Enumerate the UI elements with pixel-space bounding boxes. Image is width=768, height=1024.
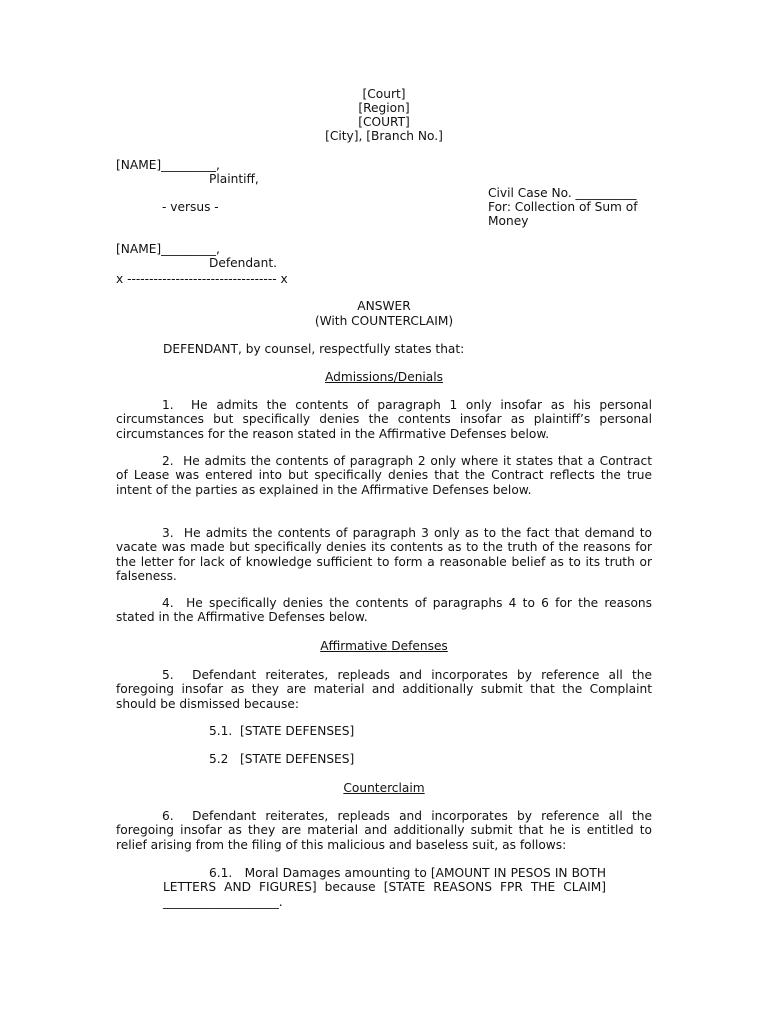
paragraph-2 [116, 454, 652, 497]
plaintiff-name: [NAME]_________, [116, 158, 220, 172]
counterclaim-6-1 [163, 866, 606, 909]
paragraph-4-text: He specifically denies the contents of paragraphs 4 to 6 for the reasons stated in the Affirmative Defenses below. [116, 596, 653, 625]
paragraph-4 [116, 596, 652, 625]
case-nature-line2: Money [488, 214, 529, 228]
counterclaim-6-1-number: 6.1. [209, 866, 233, 880]
paragraph-1-number: 1. [162, 398, 174, 412]
counterclaim-6-1-text: Moral Damages amounting to [AMOUNT IN PESOS IN BOTH LETTERS AND FIGURES] because [STATE REASONS FPR THE CLAIM] ___________________. [163, 866, 607, 909]
defendant-name: [NAME]_________, [116, 242, 220, 256]
paragraph-3-text: He admits the contents of paragraph 3 only as to the fact that demand to vacate was made but specifically denies its contents as to the truth of the reasons for the letter for lack of knowledge sufficient to form a reasonable belief as to its truth or falseness. [116, 526, 653, 584]
civil-case-number: Civil Case No. __________ [488, 186, 637, 200]
document-title: ANSWER [357, 299, 411, 313]
heading-admissions: Admissions/Denials [324, 370, 444, 384]
paragraph-1 [116, 398, 652, 441]
region-line: [Region] [358, 101, 410, 115]
plaintiff-label: Plaintiff, [209, 172, 259, 186]
case-nature-line1: For: Collection of Sum of [488, 200, 638, 214]
defense-5-1: 5.1. [STATE DEFENSES] [209, 724, 355, 738]
heading-counterclaim: Counterclaim [343, 781, 425, 795]
defendant-label: Defendant. [209, 256, 277, 270]
paragraph-5-number: 5. [162, 668, 174, 682]
paragraph-6-number: 6. [162, 809, 174, 823]
caption-separator: x ---------------------------------- x [116, 272, 288, 286]
paragraph-6-text: Defendant reiterates, repleads and incorporates by reference all the foregoing insofar as they are material and additionally submit that he is entitled to relief arising from the filing of this malicious and baseless suit, as follows: [116, 809, 652, 852]
paragraph-3-number: 3. [162, 526, 174, 540]
paragraph-4-number: 4. [162, 596, 174, 610]
paragraph-3 [116, 526, 652, 584]
paragraph-2-text: He admits the contents of paragraph 2 only where it states that a Contract of Lease was entered into but specifically denies that the Contract reflects the true intent of the parties as explained in the Affirmative Defenses below. [116, 454, 653, 497]
paragraph-6 [116, 809, 652, 852]
defense-5-2: 5.2 [STATE DEFENSES] [209, 752, 355, 766]
paragraph-5 [116, 668, 652, 711]
court-line: [Court] [362, 87, 406, 101]
court-upper-line: [COURT] [358, 115, 410, 129]
paragraph-5-text: Defendant reiterates, repleads and incorporates by reference all the foregoing insofar as they are material and additionally submit that the Complaint should be dismissed because: [116, 668, 652, 711]
city-branch-line: [City], [Branch No.] [325, 129, 443, 143]
intro-statement: DEFENDANT, by counsel, respectfully states that: [163, 342, 465, 356]
paragraph-2-number: 2. [162, 454, 174, 468]
versus-label: - versus - [162, 200, 219, 214]
heading-affirmative-defenses: Affirmative Defenses [320, 639, 448, 653]
document-subtitle: (With COUNTERCLAIM) [314, 314, 454, 328]
paragraph-1-text: He admits the contents of paragraph 1 only insofar as his personal circumstances but specifically denies the contents insofar as plaintiff’s personal circumstances for the reason stated in the Affirmative Defenses below. [116, 398, 653, 441]
